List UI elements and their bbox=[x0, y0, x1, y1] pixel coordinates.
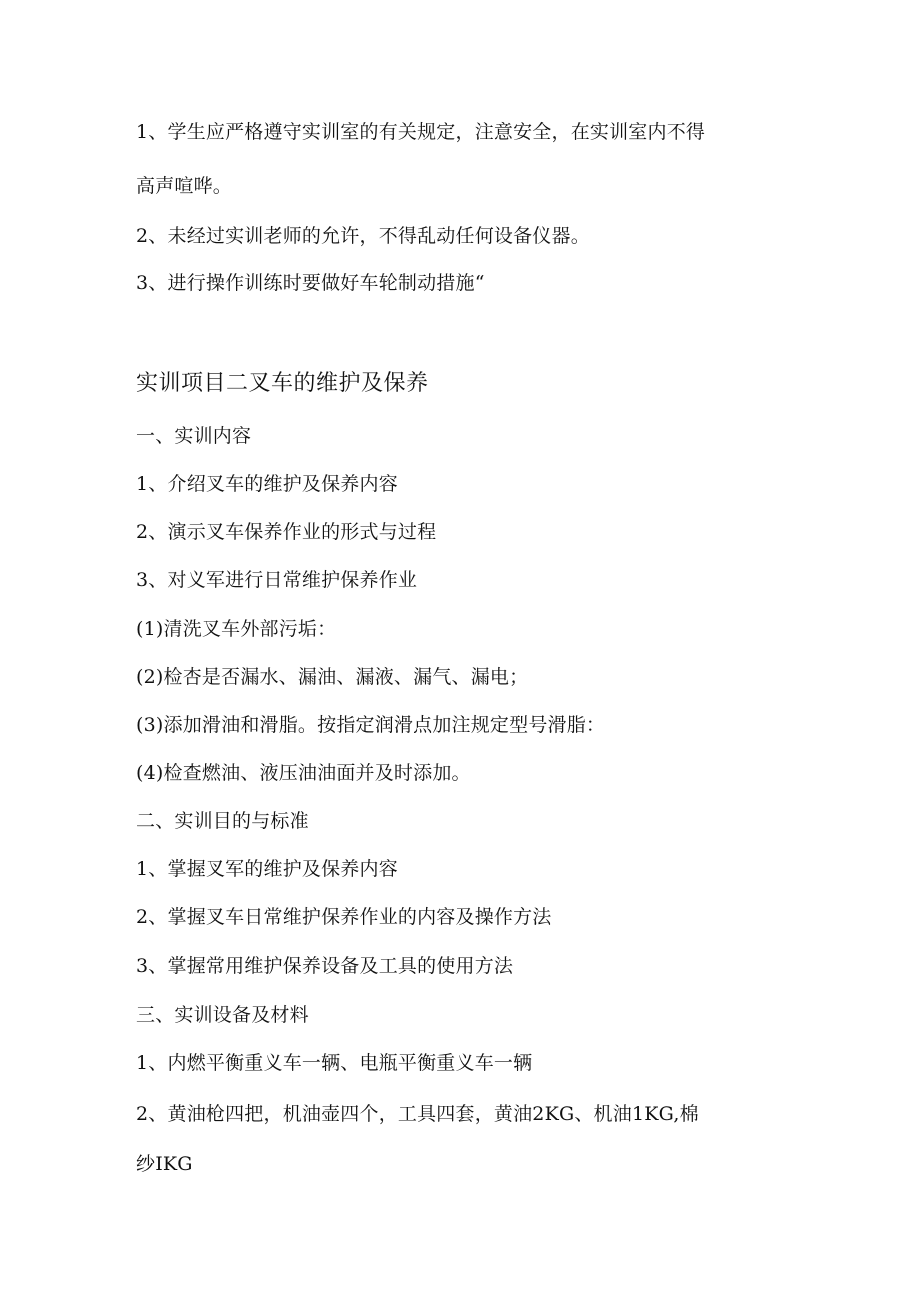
subheading-objectives: 二、实训目的与标准 bbox=[136, 810, 309, 832]
content-subitem-1: (1)清洗叉车外部污垢： bbox=[136, 618, 337, 640]
rule-line-1-continued: 高声喧哗。 bbox=[136, 175, 233, 197]
objective-item-3: 3、掌握常用维护保养设备及工具的使用方法 bbox=[136, 955, 514, 977]
objective-item-2: 2、掌握叉车日常维护保养作业的内容及操作方法 bbox=[136, 906, 552, 928]
content-item-1: 1、介绍叉车的维护及保养内容 bbox=[136, 473, 398, 495]
rule-line-3: 3、进行操作训练时要做好车轮制动措施“ bbox=[136, 272, 485, 294]
objective-item-1: 1、掌握叉军的维护及保养内容 bbox=[136, 858, 398, 880]
equipment-item-2: 2、黄油枪四把，机油壶四个，工具四套，黄油2KG、机油1KG,棉 bbox=[136, 1103, 699, 1125]
rule-line-1: 1、学生应严格遵守实训室的有关规定，注意安全，在实训室内不得 bbox=[136, 121, 706, 143]
content-item-3: 3、对义军进行日常维护保养作业 bbox=[136, 569, 418, 591]
rule-line-2: 2、未经过实训老师的允许，不得乱动任何设备仪器。 bbox=[136, 225, 590, 247]
content-subitem-2: (2)检杏是否漏水、漏油、漏液、漏气、漏电； bbox=[136, 666, 529, 688]
subheading-equipment: 三、实训设备及材料 bbox=[136, 1004, 309, 1026]
equipment-item-1: 1、内燃平衡重义车一辆、电瓶平衡重义车一辆 bbox=[136, 1052, 533, 1074]
content-item-2: 2、演示叉车保养作业的形式与过程 bbox=[136, 521, 437, 543]
section-title: 实训项目二叉车的维护及保养 bbox=[136, 371, 429, 396]
equipment-item-2-continued: 纱IKG bbox=[136, 1153, 193, 1175]
content-subitem-3: (3)添加滑油和滑脂。按指定润滑点加注规定型号滑脂： bbox=[136, 714, 606, 736]
content-subitem-4: (4)检查燃油、液压油油面并及时添加。 bbox=[136, 762, 471, 784]
subheading-content: 一、实训内容 bbox=[136, 425, 252, 447]
